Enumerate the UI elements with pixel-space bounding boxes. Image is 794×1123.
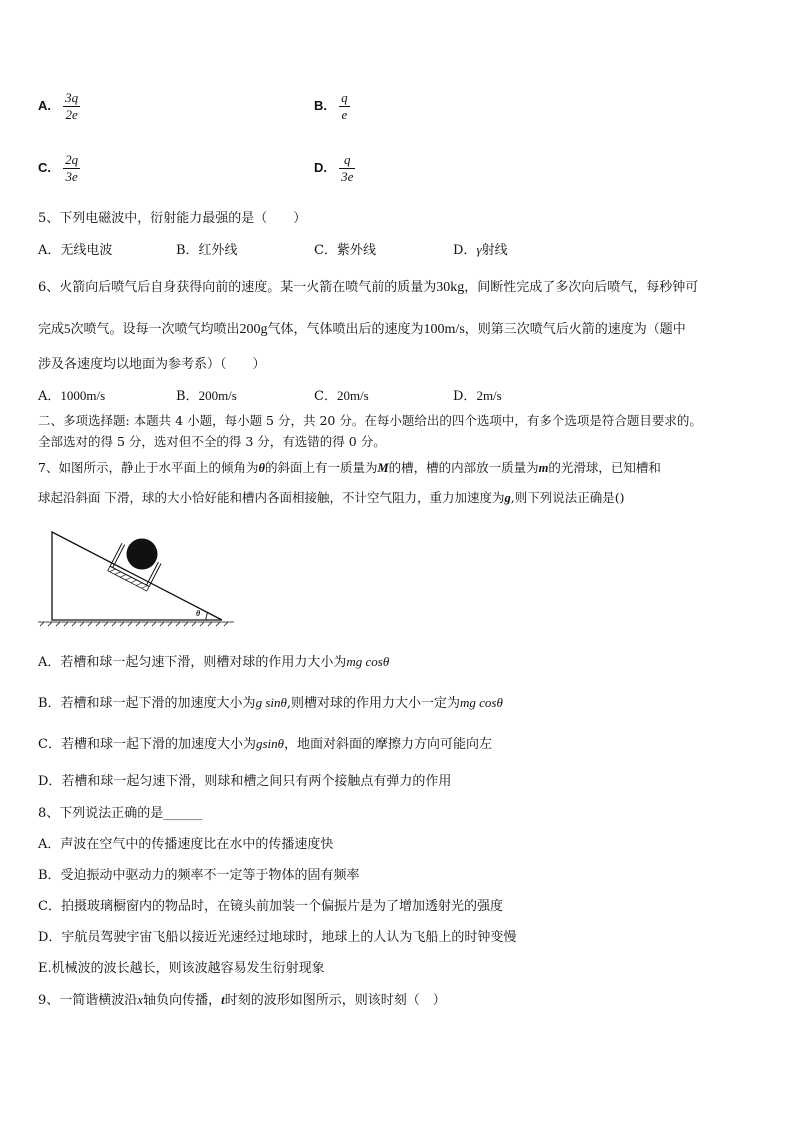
q8-option-e: E.机械波的波长越长，则该波越容易发生衍射现象 <box>38 961 325 976</box>
q6-option-b <box>176 385 237 404</box>
q4-option-a <box>38 90 80 123</box>
q6-option-d <box>453 385 502 404</box>
q7-line-2 <box>38 488 624 506</box>
q7-text: 球起沿斜面 下滑，球的大小恰好能和槽内各面相接触，不计空气阻力，重力加速度为 <box>38 490 505 505</box>
numerator: 2q <box>65 152 79 167</box>
g-symbol: g <box>504 491 511 505</box>
option-d-label: D． <box>453 243 477 258</box>
q7-option-d <box>38 770 451 789</box>
q8-option-c: C．拍摄玻璃橱窗内的物品时，在镜头前加装一个偏振片是为了增加透射光的强度 <box>38 899 503 914</box>
ground-hatch <box>38 622 234 626</box>
q8-option-b: B．受迫振动中驱动力的频率不一定等于物体的固有频率 <box>38 868 360 883</box>
q6-line-3: 涉及各速度均以地面为参考系）（ ） <box>38 357 266 372</box>
q6-text: 6、火箭向后喷气后自身获得向前的速度。某一火箭在喷气前的质量为 <box>38 280 437 295</box>
q6-line-1 <box>38 276 698 296</box>
q6-text: ，间断性完成了多次向后喷气，每秒钟可 <box>464 280 699 295</box>
q5-stem: 5、下列电磁波中，衍射能力最强的是（ ） <box>38 211 307 226</box>
fraction <box>63 152 80 185</box>
numerator: q <box>344 152 351 167</box>
q7-option-c <box>38 733 492 752</box>
q9-text: 时刻的波形如图所示，则该时刻（ ） <box>224 993 446 1008</box>
option-label: B． <box>176 389 199 404</box>
option-text: A．若槽和球一起匀速下滑，则槽对球的作用力大小为 <box>38 655 347 670</box>
q6-text: ，则第三次喷气后火箭的速度为（题中 <box>464 322 686 337</box>
q8-stem: 8、下列说法正确的是______ <box>38 806 203 821</box>
angle-arc <box>206 612 208 620</box>
q4-option-d <box>314 152 355 185</box>
denominator: 3e <box>65 169 78 184</box>
q5-option-a: A．无线电波 <box>38 243 113 258</box>
option-label: D． <box>453 389 477 404</box>
option-label: A. <box>38 98 51 113</box>
q6-mass: 30kg <box>436 280 465 295</box>
option-text: ,则槽对球的作用力大小一定为 <box>286 696 461 711</box>
option-math: mg cosθ <box>346 654 390 669</box>
q7-text: 的光滑球，已知槽和 <box>548 460 661 475</box>
option-text: ，地面对斜面的摩擦力方向可能向左 <box>284 737 493 752</box>
option-d-tail: 射线 <box>481 243 508 258</box>
angle-label: θ <box>196 609 201 618</box>
option-label: D. <box>314 160 327 175</box>
option-label: C. <box>38 160 51 175</box>
q7-line-1 <box>38 458 661 476</box>
option-math: mg cosθ <box>460 695 503 710</box>
q9-stem <box>38 989 446 1008</box>
q5-option-b: B．红外线 <box>176 243 238 258</box>
q6-speed: 100m/s <box>423 322 465 337</box>
option-value: 200m/s <box>198 388 237 403</box>
denominator: 2e <box>65 107 78 122</box>
q7-option-a <box>38 651 389 670</box>
q5-option-c: C．紫外线 <box>314 243 376 258</box>
option-math: g sinθ <box>255 695 287 710</box>
numerator: q <box>341 90 348 105</box>
option-value: 1000m/s <box>60 388 106 403</box>
denominator: e <box>341 107 348 122</box>
option-label: C． <box>314 389 337 404</box>
section-2-line-2: 全部选对的得 5 分，选对但不全的得 3 分，有选错的得 0 分。 <box>38 434 386 449</box>
q6-line-2 <box>38 318 686 338</box>
option-text: D．若槽和球一起匀速下滑，则球和槽之间只有两个接触点有弹力的作用 <box>38 774 452 789</box>
fraction <box>339 90 350 123</box>
q9-text: 轴负向传播， <box>143 993 222 1008</box>
option-text: B．若槽和球一起下滑的加速度大小为 <box>38 696 256 711</box>
q6-gas: 200g <box>239 322 268 337</box>
denominator: 3e <box>341 169 354 184</box>
q7-text: 7、如图所示，静止于水平面上的倾角为 <box>38 460 259 475</box>
q6-option-c <box>314 385 369 404</box>
q4-option-b <box>314 90 350 123</box>
theta-symbol: θ <box>258 461 265 475</box>
q8-option-a: A．声波在空气中的传播速度比在水中的传播速度快 <box>38 837 334 852</box>
mass-m-symbol: m <box>538 461 549 475</box>
incline-figure <box>36 518 236 632</box>
fraction <box>63 90 80 123</box>
option-value: 2m/s <box>476 388 502 403</box>
q6-count: 5 <box>64 321 71 336</box>
mass-M-symbol: M <box>377 461 389 475</box>
q9-text: 9、一简谐横波沿 <box>38 993 138 1008</box>
option-math: gsinθ <box>255 736 285 751</box>
q6-text: 完成 <box>38 322 65 337</box>
q8-option-d: D．宇航员驾驶宇宙飞船以接近光速经过地球时，地球上的人认为飞船上的时钟变慢 <box>38 930 517 945</box>
x-symbol: x <box>137 992 144 1007</box>
gamma-symbol: γ <box>476 242 482 257</box>
ball <box>127 539 158 570</box>
option-label: B. <box>314 98 327 113</box>
q4-option-c <box>38 152 80 185</box>
q7-text: 的斜面上有一质量为 <box>264 460 378 475</box>
option-text: C．若槽和球一起下滑的加速度大小为 <box>38 737 256 752</box>
q7-text: ,则下列说法正确是() <box>510 490 625 505</box>
q6-text: 次喷气。设每一次喷气均喷出 <box>70 322 240 337</box>
q5-option-d <box>453 239 508 258</box>
option-label: A． <box>38 389 61 404</box>
q7-text: 的槽，槽的内部放一质量为 <box>388 460 539 475</box>
q6-text: 气体，气体喷出后的速度为 <box>267 322 424 337</box>
section-2-line-1: 二、多项选择题: 本题共 4 小题，每小题 5 分，共 20 分。在每小题给出的四个选项中，有多个选项是符合题目要求的。 <box>38 413 702 428</box>
numerator: 3q <box>65 90 79 105</box>
option-value: 20m/s <box>336 388 369 403</box>
q7-option-b <box>38 692 503 711</box>
t-symbol: t <box>221 992 225 1007</box>
q6-option-a <box>38 385 105 404</box>
fraction <box>339 152 355 185</box>
